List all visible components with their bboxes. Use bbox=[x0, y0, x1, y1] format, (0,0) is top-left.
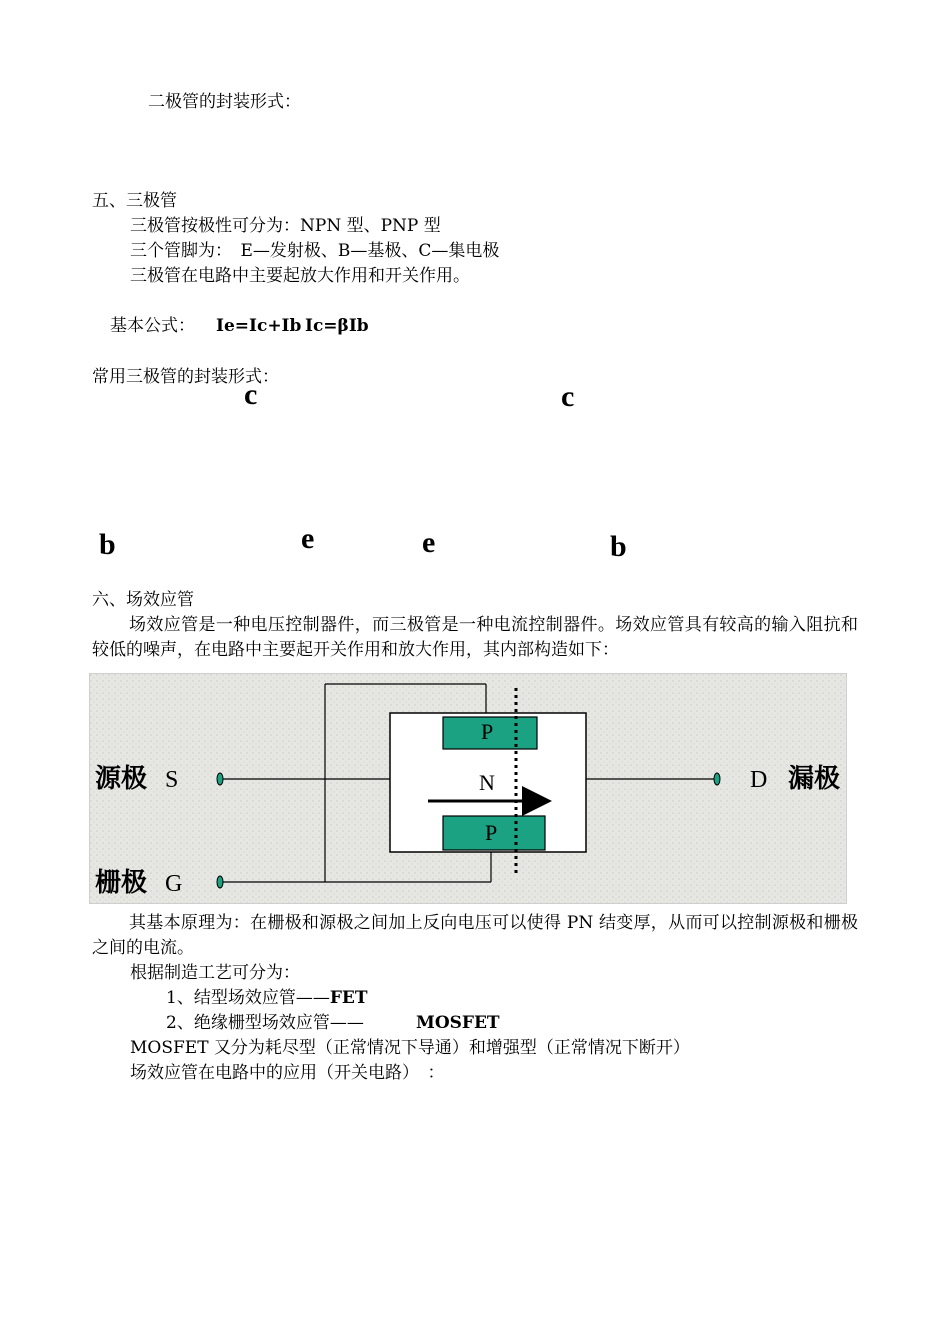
p-region-top-label: P bbox=[481, 719, 494, 744]
transistor-polarity: 三极管按极性可分为：NPN 型、PNP 型 bbox=[130, 216, 441, 236]
fet-process-intro: 根据制造工艺可分为： bbox=[130, 963, 300, 983]
transistor-package-text: 常用三极管的封装形式： bbox=[92, 367, 279, 387]
gate-letter: G bbox=[165, 871, 183, 897]
drain-letter: D bbox=[750, 767, 768, 793]
formula-2: Ic=βIb bbox=[305, 316, 369, 336]
formula-1: Ie=Ic+Ib bbox=[216, 316, 302, 336]
gate-label: 栅极 bbox=[95, 868, 148, 898]
transistor-role: 三极管在电路中主要起放大作用和开关作用。 bbox=[130, 266, 470, 286]
fet-structure-svg bbox=[90, 674, 846, 903]
fet-intro: 场效应管是一种电压控制器件，而三极管是一种电流控制器件。场效应管具有较高的输入阻抗和较低的噪声，在电路中主要起开关作用和放大作用，其内部构造如下： bbox=[92, 615, 858, 660]
pin-label-e-right: e bbox=[422, 526, 436, 559]
fet-structure-diagram bbox=[89, 673, 847, 904]
drain-terminal bbox=[714, 773, 720, 785]
mosfet-types: MOSFET 又分为耗尽型（正常情况下导通）和增强型（正常情况下断开） bbox=[130, 1038, 690, 1058]
pin-label-e-left: e bbox=[301, 522, 315, 555]
diode-package-text: 二极管的封装形式： bbox=[148, 92, 301, 112]
pin-label-c-right: c bbox=[561, 380, 575, 413]
source-label: 源极 bbox=[95, 764, 148, 794]
n-region-label: N bbox=[479, 770, 495, 795]
fet-heading: 六、场效应管 bbox=[92, 590, 194, 610]
transistor-heading: 五、三极管 bbox=[92, 191, 177, 211]
fet-application: 场效应管在电路中的应用（开关电路） ： bbox=[130, 1063, 445, 1083]
fet-type-1 bbox=[166, 986, 368, 1010]
fet-type-1-name: FET bbox=[329, 988, 368, 1008]
source-terminal bbox=[217, 773, 223, 785]
fet-type-2-prefix: 2、绝缘栅型场效应管—— bbox=[166, 1013, 364, 1033]
gate-terminal bbox=[217, 876, 223, 888]
fet-principle: 其基本原理为：在栅极和源极之间加上反向电压可以使得 PN 结变厚，从而可以控制源极和栅极之间的电流。 bbox=[92, 913, 858, 958]
formula-label: 基本公式： bbox=[110, 316, 195, 336]
fet-type-1-prefix: 1、结型场效应管—— bbox=[166, 988, 330, 1008]
p-region-bottom-label: P bbox=[485, 820, 498, 845]
transistor-pins: 三个管脚为： E—发射极、B—基极、C—集电极 bbox=[130, 241, 500, 261]
pin-label-b-right: b bbox=[610, 530, 627, 563]
pin-label-c-left: c bbox=[244, 378, 258, 411]
drain-label: 漏极 bbox=[788, 764, 841, 794]
source-letter: S bbox=[165, 767, 179, 793]
pin-label-b-left: b bbox=[99, 528, 116, 561]
fet-type-2-name: MOSFET bbox=[416, 1013, 500, 1033]
